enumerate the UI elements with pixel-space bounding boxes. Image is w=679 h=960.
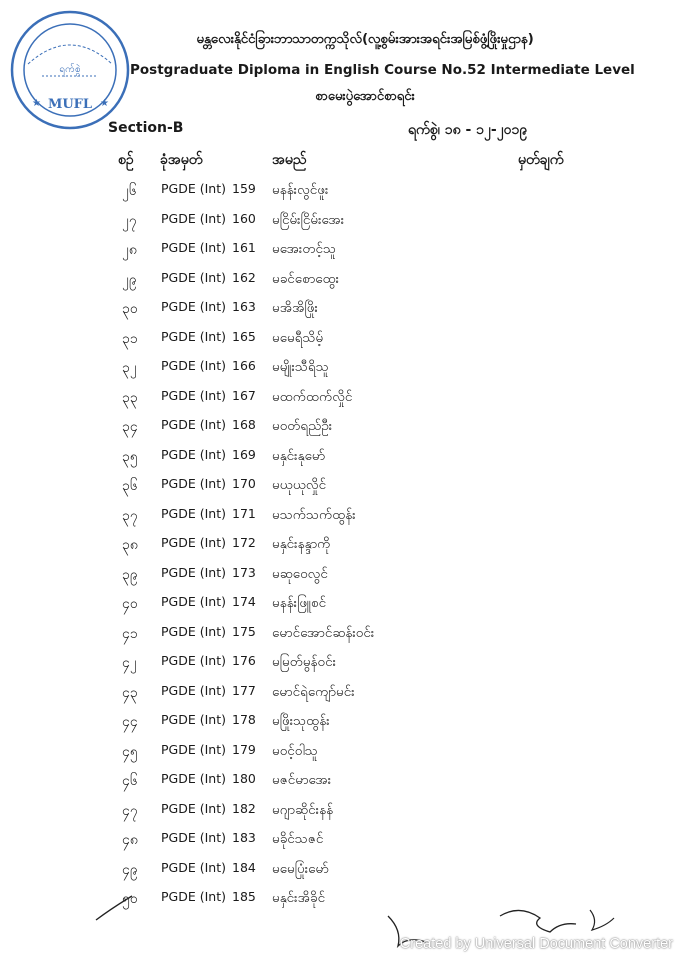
row-number: ၄၉ bbox=[122, 861, 138, 878]
row-roll: PGDE (Int) bbox=[161, 594, 226, 609]
row-number: ၅၀ bbox=[122, 891, 138, 907]
row-number: ၃၁ bbox=[122, 330, 138, 347]
row-name: မအိအိဖြိုး bbox=[272, 300, 318, 316]
row-name: မောင်ရဲကျော်မင်း bbox=[272, 683, 355, 700]
results-list bbox=[0, 178, 679, 916]
row-number: ၄၁ bbox=[122, 625, 138, 642]
row-name: မဆုဝေလွင် bbox=[272, 565, 328, 582]
table-row bbox=[0, 532, 679, 562]
row-number: ၃၃ bbox=[122, 389, 138, 406]
row-roll: PGDE (Int) bbox=[161, 269, 226, 285]
handwritten-mark-icon bbox=[92, 890, 152, 926]
document-header bbox=[130, 30, 635, 107]
row-name: မနှင်းအိခိုင် bbox=[272, 890, 326, 906]
table-row bbox=[0, 680, 679, 710]
row-number: ၃၀ bbox=[122, 301, 138, 317]
row-roll: PGDE (Int) bbox=[161, 358, 226, 373]
table-row bbox=[0, 591, 679, 621]
table-row bbox=[0, 355, 679, 385]
row-roll-number: 182 bbox=[232, 800, 256, 816]
row-name: မမျိုးသီရိသူ bbox=[272, 359, 329, 375]
row-name: မဖြိုးသုထွန်း bbox=[272, 713, 330, 729]
row-name: မဝင့်ဝါသူ bbox=[272, 742, 318, 759]
table-row bbox=[0, 503, 679, 533]
row-number: ၄၆ bbox=[122, 773, 138, 789]
row-roll: PGDE (Int) bbox=[161, 682, 226, 698]
row-name: မဝတ်ရည်ဦး bbox=[272, 418, 333, 434]
table-row bbox=[0, 562, 679, 592]
row-roll-number: 167 bbox=[232, 387, 256, 403]
row-number: ၃၇ bbox=[122, 507, 138, 524]
table-row bbox=[0, 208, 679, 238]
row-roll-number: 174 bbox=[232, 594, 256, 609]
row-roll: PGDE (Int) bbox=[161, 210, 226, 226]
row-number: ၂၇ bbox=[122, 212, 137, 229]
row-roll: PGDE (Int) bbox=[161, 653, 226, 668]
table-row bbox=[0, 267, 679, 297]
row-roll: PGDE (Int) bbox=[161, 830, 226, 845]
row-number: ၃၂ bbox=[122, 360, 137, 376]
header-title-mm: မန္တလေးနိုင်ငံခြားဘာသာတက္ကသိုလ်(လူ့စွမ်းအားအရင်းအမြစ်ဖွံ့ဖြိုးမှုဌာန) bbox=[196, 31, 534, 47]
table-row bbox=[0, 414, 679, 444]
row-number: ၄၇ bbox=[122, 802, 138, 819]
row-roll: PGDE (Int) bbox=[161, 771, 226, 786]
row-name: မဇင်မာအေး bbox=[272, 772, 332, 788]
row-name: မနှင်းနုမော် bbox=[272, 447, 326, 464]
row-number: ၄၄ bbox=[122, 714, 138, 730]
row-roll: PGDE (Int) bbox=[161, 181, 226, 196]
column-header-remark: မှတ်ချက် bbox=[518, 152, 564, 168]
seal-text: MUFL bbox=[47, 97, 93, 112]
row-roll: PGDE (Int) bbox=[161, 328, 226, 344]
row-roll-number: 185 bbox=[232, 889, 256, 904]
row-number: ၂၈ bbox=[122, 242, 137, 258]
svg-text:★: ★ bbox=[32, 98, 41, 109]
header-course: Postgraduate Diploma in English Course No.52 Intermediate Level bbox=[130, 62, 635, 78]
row-roll: PGDE (Int) bbox=[161, 299, 226, 314]
row-name: မနန်းဖြူစင် bbox=[272, 595, 327, 611]
table-row bbox=[0, 178, 679, 208]
row-number: ၂၉ bbox=[122, 271, 137, 288]
row-roll: PGDE (Int) bbox=[161, 859, 226, 875]
table-row bbox=[0, 296, 679, 326]
row-roll: PGDE (Int) bbox=[161, 741, 226, 757]
row-roll-number: 173 bbox=[232, 564, 256, 580]
row-name: မသက်သက်ထွန်း bbox=[272, 506, 356, 523]
table-row bbox=[0, 473, 679, 503]
row-roll-number: 169 bbox=[232, 446, 256, 462]
row-number: ၂၆ bbox=[122, 183, 137, 199]
row-roll: PGDE (Int) bbox=[161, 505, 226, 521]
row-number: ၄၂ bbox=[122, 655, 137, 671]
row-roll-number: 184 bbox=[232, 859, 256, 875]
row-roll: PGDE (Int) bbox=[161, 535, 226, 550]
row-name: မငြိမ်းငြိမ်းအေး bbox=[272, 211, 345, 228]
row-number: ၃၅ bbox=[122, 448, 138, 465]
row-name: မမေပြုံးမော် bbox=[272, 860, 329, 877]
table-row bbox=[0, 739, 679, 769]
svg-text:★: ★ bbox=[100, 98, 109, 109]
column-header-roll: ခုံအမှတ် bbox=[160, 152, 203, 168]
row-roll-number: 176 bbox=[232, 653, 256, 668]
row-roll: PGDE (Int) bbox=[161, 623, 226, 639]
row-number: ၄၈ bbox=[122, 832, 138, 848]
row-roll-number: 165 bbox=[232, 328, 256, 344]
row-roll-number: 159 bbox=[232, 181, 256, 196]
row-roll: PGDE (Int) bbox=[161, 240, 226, 255]
row-name: မဂျာဆိုင်းနန် bbox=[272, 801, 334, 818]
table-row bbox=[0, 827, 679, 857]
row-name: မယုယုလှိုင် bbox=[272, 477, 327, 493]
row-roll-number: 170 bbox=[232, 476, 256, 491]
row-roll-number: 171 bbox=[232, 505, 256, 521]
row-roll-number: 180 bbox=[232, 771, 256, 786]
row-roll-number: 183 bbox=[232, 830, 256, 845]
row-number: ၄၅ bbox=[122, 743, 138, 760]
row-roll-number: 161 bbox=[232, 240, 256, 255]
row-roll-number: 163 bbox=[232, 299, 256, 314]
row-number: ၃၆ bbox=[122, 478, 138, 494]
table-row bbox=[0, 798, 679, 828]
row-number: ၃၉ bbox=[122, 566, 138, 583]
row-roll: PGDE (Int) bbox=[161, 889, 226, 904]
row-roll-number: 168 bbox=[232, 417, 256, 432]
table-row bbox=[0, 385, 679, 415]
row-name: မနန်းလွင်ဖူး bbox=[272, 182, 329, 198]
row-name: မမြတ်မွန်ဝင်း bbox=[272, 654, 337, 670]
row-number: ၄၃ bbox=[122, 684, 138, 701]
row-number: ၃၈ bbox=[122, 537, 138, 553]
row-name: မောင်အောင်ဆန်းဝင်း bbox=[272, 624, 375, 641]
table-row bbox=[0, 709, 679, 739]
mufl-seal-icon bbox=[6, 6, 134, 134]
watermark: Created by Universal Document Converter bbox=[399, 936, 673, 952]
row-roll-number: 162 bbox=[232, 269, 256, 285]
row-roll-number: 166 bbox=[232, 358, 256, 373]
row-number: ၄၀ bbox=[122, 596, 138, 612]
table-row bbox=[0, 237, 679, 267]
row-roll: PGDE (Int) bbox=[161, 712, 226, 727]
row-roll-number: 160 bbox=[232, 210, 256, 226]
table-row bbox=[0, 650, 679, 680]
row-name: မနှင်းနန္ဒာကို bbox=[272, 536, 331, 552]
table-row bbox=[0, 444, 679, 474]
row-name: မအေးတင့်သူ bbox=[272, 241, 337, 257]
row-name: မထက်ထက်လှိုင် bbox=[272, 388, 353, 405]
row-roll: PGDE (Int) bbox=[161, 387, 226, 403]
table-row bbox=[0, 326, 679, 356]
row-number: ၃၄ bbox=[122, 419, 138, 435]
row-roll: PGDE (Int) bbox=[161, 417, 226, 432]
row-roll-number: 175 bbox=[232, 623, 256, 639]
svg-text:ရက်စွဲ: ရက်စွဲ bbox=[59, 64, 81, 75]
table-row bbox=[0, 857, 679, 887]
row-roll-number: 178 bbox=[232, 712, 256, 727]
row-roll: PGDE (Int) bbox=[161, 564, 226, 580]
row-roll: PGDE (Int) bbox=[161, 446, 226, 462]
row-roll-number: 177 bbox=[232, 682, 256, 698]
table-row bbox=[0, 768, 679, 798]
header-subtitle-mm: စာမေးပွဲအောင်စာရင်း bbox=[315, 89, 415, 104]
column-header-name: အမည် bbox=[272, 152, 307, 168]
row-roll: PGDE (Int) bbox=[161, 476, 226, 491]
row-roll-number: 179 bbox=[232, 741, 256, 757]
row-name: မခိုင်သဇင် bbox=[272, 831, 324, 847]
row-roll: PGDE (Int) bbox=[161, 800, 226, 816]
column-header-no: စဉ် bbox=[118, 152, 134, 168]
row-name: မခင်စောထွေး bbox=[272, 270, 340, 287]
date-label: ရက်စွဲ၊ ၁၈ - ၁၂-၂၀၁၉ bbox=[408, 122, 528, 138]
row-roll-number: 172 bbox=[232, 535, 256, 550]
table-row bbox=[0, 621, 679, 651]
row-name: မမေရီသိမ့် bbox=[272, 329, 324, 346]
section-label: Section-B bbox=[108, 120, 184, 136]
